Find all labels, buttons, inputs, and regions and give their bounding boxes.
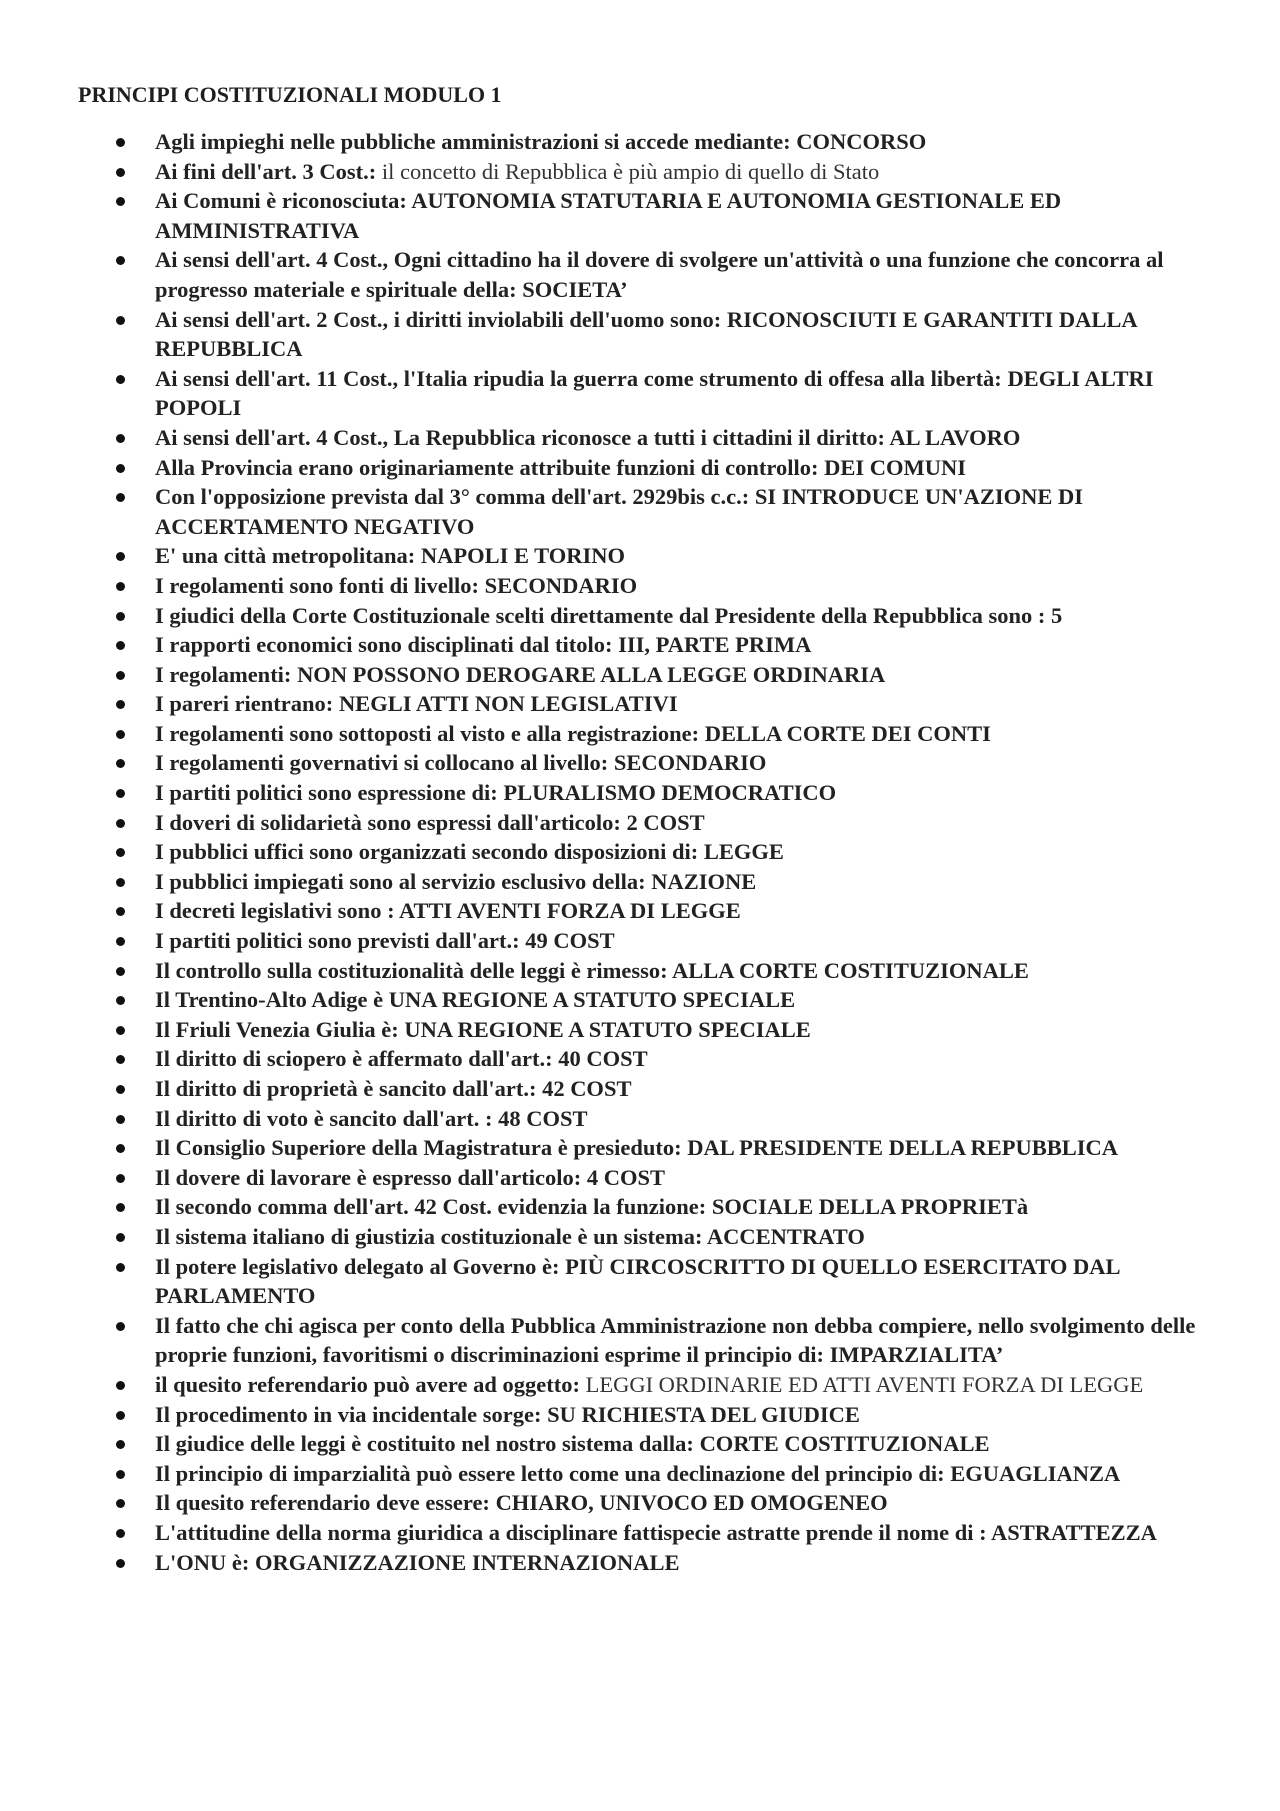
- answer-text: 40 COST: [558, 1046, 648, 1072]
- bullet-icon: [116, 996, 125, 1005]
- bullet-icon: [116, 1499, 125, 1508]
- bullet-icon: [116, 1559, 125, 1568]
- list-item: [0, 1459, 1280, 1489]
- bullet-icon: [116, 582, 125, 591]
- answer-text: NON POSSONO DEROGARE ALLA LEGGE ORDINARIA: [297, 661, 886, 687]
- list-item: [0, 719, 1280, 749]
- answer-text: LEGGI ORDINARIE ED ATTI AVENTI FORZA DI LEGGE: [585, 1371, 1144, 1397]
- question-text: I giudici della Corte Costituzionale scelti direttamente dal Presidente della Repubblica sono :: [155, 602, 1051, 628]
- list-item: [0, 1133, 1280, 1163]
- list-item: [0, 364, 1280, 423]
- answer-text: 2 COST: [626, 809, 705, 835]
- bullet-icon: [116, 1026, 125, 1035]
- bullet-icon: [116, 819, 125, 828]
- question-text: I partiti politici sono previsti dall'art.:: [155, 928, 526, 954]
- answer-text: CHIARO, UNIVOCO ED OMOGENEO: [495, 1490, 888, 1516]
- question-text: Il quesito referendario deve essere:: [155, 1490, 496, 1516]
- question-text: Il diritto di voto è sancito dall'art. :: [155, 1105, 499, 1131]
- list-item: [0, 1104, 1280, 1134]
- bullet-icon: [116, 375, 125, 384]
- question-text: Il diritto di proprietà è sancito dall'art.:: [155, 1076, 543, 1101]
- bullet-icon: [116, 1055, 125, 1064]
- answer-text: DEGLI ALTRI POPOLI: [155, 365, 1154, 421]
- bullet-icon: [116, 641, 125, 650]
- answer-text: 5: [1051, 602, 1063, 628]
- question-text: I regolamenti governativi si collocano al livello:: [155, 750, 614, 776]
- question-text: I rapporti economici sono disciplinati dal titolo:: [155, 632, 619, 658]
- answer-text: AUTONOMIA STATUTARIA E AUTONOMIA GESTIONALE ED AMMINISTRATIVA: [155, 188, 1062, 243]
- list-item: [0, 1370, 1280, 1400]
- answer-text: PIÙ CIRCOSCRITTO DI QUELLO ESERCITATO DAL PARLAMENTO: [155, 1253, 1120, 1309]
- list-item: [0, 1044, 1280, 1074]
- bullet-icon: [116, 168, 125, 177]
- answer-text: SI INTRODUCE UN'AZIONE DI ACCERTAMENTO NEGATIVO: [155, 484, 1084, 539]
- list-item: [0, 748, 1280, 778]
- answer-text: CORTE COSTITUZIONALE: [699, 1431, 990, 1457]
- bullet-icon: [116, 552, 125, 561]
- bullet-icon: [116, 1263, 125, 1272]
- list-item: [0, 956, 1280, 986]
- answer-text: DELLA CORTE DEI CONTI: [704, 720, 991, 746]
- bullet-icon: [116, 1203, 125, 1212]
- question-text: Il diritto di sciopero è affermato dall'art.:: [155, 1046, 559, 1072]
- answer-text: LEGGE: [703, 839, 784, 865]
- question-text: Ai fini dell'art. 3 Cost.:: [155, 158, 382, 184]
- question-text: I partiti politici sono espressione di:: [155, 780, 504, 806]
- answer-text: PLURALISMO DEMOCRATICO: [503, 780, 837, 806]
- question-text: Il principio di imparzialità può essere letto come una declinazione del principio di:: [155, 1460, 951, 1486]
- answer-text: SECONDARIO: [613, 750, 767, 776]
- question-text: Ai sensi dell'art. 4 Cost., La Repubblica riconosce a tutti i cittadini il diritto:: [155, 424, 890, 450]
- question-text: Ai sensi dell'art. 11 Cost., l'Italia ripudia la guerra come strumento di offesa alla libertà:: [155, 365, 1008, 391]
- answer-text: EGUAGLIANZA: [950, 1460, 1121, 1486]
- question-text: Il sistema italiano di giustizia costituzionale è un sistema:: [155, 1223, 707, 1249]
- list-item: [0, 1163, 1280, 1193]
- bullet-icon: [116, 789, 125, 798]
- answer-text: RICONOSCIUTI E GARANTITI DALLA REPUBBLICA: [155, 306, 1137, 362]
- list-item: [0, 1548, 1280, 1578]
- question-text: Il potere legislativo delegato al Governo è:: [155, 1253, 566, 1279]
- question-text: il quesito referendario può avere ad oggetto:: [155, 1371, 586, 1397]
- answer-text: SU RICHIESTA DEL GIUDICE: [547, 1401, 860, 1427]
- answer-text: 48 COST: [498, 1105, 588, 1131]
- list-item: [0, 186, 1280, 245]
- answer-text: NAPOLI E TORINO: [420, 543, 626, 569]
- question-text: I regolamenti sono fonti di livello:: [155, 572, 485, 598]
- bullet-icon: [116, 878, 125, 887]
- bullet-icon: [116, 434, 125, 443]
- bullet-icon: [116, 671, 125, 680]
- answer-text: 49 COST: [525, 928, 615, 954]
- answer-text: ASTRATTEZZA: [991, 1519, 1157, 1545]
- question-text: Il Friuli Venezia Giulia è:: [155, 1016, 405, 1042]
- bullet-icon: [116, 1085, 125, 1094]
- bullet-icon: [116, 197, 125, 206]
- bullet-icon: [116, 1233, 125, 1242]
- answer-text: 42 COST: [542, 1076, 632, 1101]
- bullet-icon: [116, 1470, 125, 1479]
- question-text: Il dovere di lavorare è espresso dall'articolo:: [155, 1164, 587, 1190]
- list-item: [0, 1252, 1280, 1311]
- answer-text: CONCORSO: [796, 129, 927, 154]
- list-item: [0, 1429, 1280, 1459]
- answer-text: ORGANIZZAZIONE INTERNAZIONALE: [255, 1549, 680, 1575]
- answer-text: III, PARTE PRIMA: [618, 632, 812, 658]
- bullet-icon: [116, 907, 125, 916]
- question-list: [0, 127, 1280, 1577]
- list-item: [0, 423, 1280, 453]
- list-item: [0, 778, 1280, 808]
- list-item: [0, 1311, 1280, 1370]
- list-item: [0, 985, 1280, 1015]
- list-item: [0, 630, 1280, 660]
- answer-text: SOCIETA’: [522, 276, 628, 302]
- list-item: [0, 1488, 1280, 1518]
- list-item: [0, 808, 1280, 838]
- list-item: [0, 837, 1280, 867]
- question-text: Il fatto che chi agisca per conto della Pubblica Amministrazione non debba compiere, nello svolgimento delle proprie funzioni, favoritismi o discriminazioni esprime il principio di:: [155, 1312, 1196, 1368]
- answer-text: AL LAVORO: [889, 424, 1021, 450]
- bullet-icon: [116, 493, 125, 502]
- question-text: L'ONU è:: [155, 1549, 255, 1575]
- question-text: Il Consiglio Superiore della Magistratura è presieduto:: [155, 1135, 688, 1161]
- answer-text: IMPARZIALITA’: [829, 1342, 1004, 1368]
- list-item: [0, 1400, 1280, 1430]
- answer-text: UNA REGIONE A STATUTO SPECIALE: [404, 1016, 811, 1042]
- question-text: I pareri rientrano:: [155, 691, 339, 717]
- list-item: [0, 127, 1280, 157]
- list-item: [0, 305, 1280, 364]
- answer-text: SECONDARIO: [484, 572, 638, 598]
- bullet-icon: [116, 316, 125, 325]
- list-item: [0, 867, 1280, 897]
- question-text: Ai Comuni è riconosciuta:: [155, 188, 412, 214]
- bullet-icon: [116, 848, 125, 857]
- bullet-icon: [116, 138, 125, 147]
- answer-text: UNA REGIONE A STATUTO SPECIALE: [388, 987, 796, 1013]
- page-title: PRINCIPI COSTITUZIONALI MODULO 1: [78, 82, 502, 107]
- bullet-icon: [116, 1174, 125, 1183]
- question-text: Il procedimento in via incidentale sorge:: [155, 1401, 548, 1427]
- list-item: [0, 1015, 1280, 1045]
- list-item: [0, 1074, 1280, 1104]
- answer-text: ALLA CORTE COSTITUZIONALE: [672, 957, 1029, 983]
- question-text: L'attitudine della norma giuridica a disciplinare fattispecie astratte prende il nome di :: [155, 1519, 992, 1545]
- question-text: Con l'opposizione prevista dal 3° comma dell'art. 2929bis c.c.:: [155, 484, 755, 510]
- list-item: [0, 1518, 1280, 1548]
- bullet-icon: [116, 1322, 125, 1331]
- question-text: I regolamenti sono sottoposti al visto e alla registrazione:: [155, 720, 705, 746]
- question-text: I regolamenti:: [155, 661, 298, 687]
- question-text: E' una città metropolitana:: [155, 543, 421, 569]
- bullet-icon: [116, 967, 125, 976]
- question-text: Alla Provincia erano originariamente attribuite funzioni di controllo:: [155, 454, 825, 480]
- answer-text: SOCIALE DELLA PROPRIETà: [711, 1194, 1029, 1220]
- question-text: I pubblici uffici sono organizzati secondo disposizioni di:: [155, 839, 704, 865]
- list-item: [0, 660, 1280, 690]
- answer-text: ACCENTRATO: [706, 1223, 865, 1249]
- answer-text: DEI COMUNI: [824, 454, 967, 480]
- list-item: [0, 541, 1280, 571]
- bullet-icon: [116, 1529, 125, 1538]
- list-item: [0, 1192, 1280, 1222]
- bullet-icon: [116, 1381, 125, 1390]
- question-text: Il secondo comma dell'art. 42 Cost. evidenzia la funzione:: [155, 1194, 712, 1220]
- bullet-icon: [116, 464, 125, 473]
- answer-text: NAZIONE: [651, 868, 757, 894]
- bullet-icon: [116, 612, 125, 621]
- list-item: [0, 896, 1280, 926]
- answer-text: NEGLI ATTI NON LEGISLATIVI: [338, 691, 678, 717]
- question-text: Il Trentino-Alto Adige è: [155, 987, 389, 1013]
- question-text: Il giudice delle leggi è costituito nel nostro sistema dalla:: [155, 1431, 700, 1457]
- bullet-icon: [116, 759, 125, 768]
- bullet-icon: [116, 256, 125, 265]
- list-item: [0, 926, 1280, 956]
- question-text: Ai sensi dell'art. 2 Cost., i diritti inviolabili dell'uomo sono:: [155, 306, 727, 332]
- question-text: I pubblici impiegati sono al servizio esclusivo della:: [155, 868, 652, 894]
- bullet-icon: [116, 1144, 125, 1153]
- answer-text: il concetto di Repubblica è più ampio di quello di Stato: [381, 158, 880, 184]
- question-text: Ai sensi dell'art. 4 Cost., Ogni cittadino ha il dovere di svolgere un'attività o una funzione che concorra al progresso materiale e spirituale della:: [155, 247, 1164, 302]
- answer-text: 4 COST: [586, 1164, 665, 1190]
- question-text: I decreti legislativi sono :: [155, 898, 399, 924]
- bullet-icon: [116, 730, 125, 739]
- question-text: Il controllo sulla costituzionalità delle leggi è rimesso:: [155, 957, 673, 983]
- list-item: [0, 157, 1280, 187]
- list-item: [0, 482, 1280, 541]
- question-text: Agli impieghi nelle pubbliche amministrazioni si accede mediante:: [155, 129, 797, 154]
- answer-text: ATTI AVENTI FORZA DI LEGGE: [398, 898, 741, 924]
- list-item: [0, 689, 1280, 719]
- bullet-icon: [116, 1440, 125, 1449]
- bullet-icon: [116, 1115, 125, 1124]
- list-item: [0, 453, 1280, 483]
- bullet-icon: [116, 937, 125, 946]
- answer-text: DAL PRESIDENTE DELLA REPUBBLICA: [687, 1135, 1119, 1161]
- list-item: [0, 601, 1280, 631]
- list-item: [0, 571, 1280, 601]
- bullet-icon: [116, 1411, 125, 1420]
- list-item: [0, 245, 1280, 304]
- list-item: [0, 1222, 1280, 1252]
- bullet-icon: [116, 700, 125, 709]
- question-text: I doveri di solidarietà sono espressi dall'articolo:: [155, 809, 627, 835]
